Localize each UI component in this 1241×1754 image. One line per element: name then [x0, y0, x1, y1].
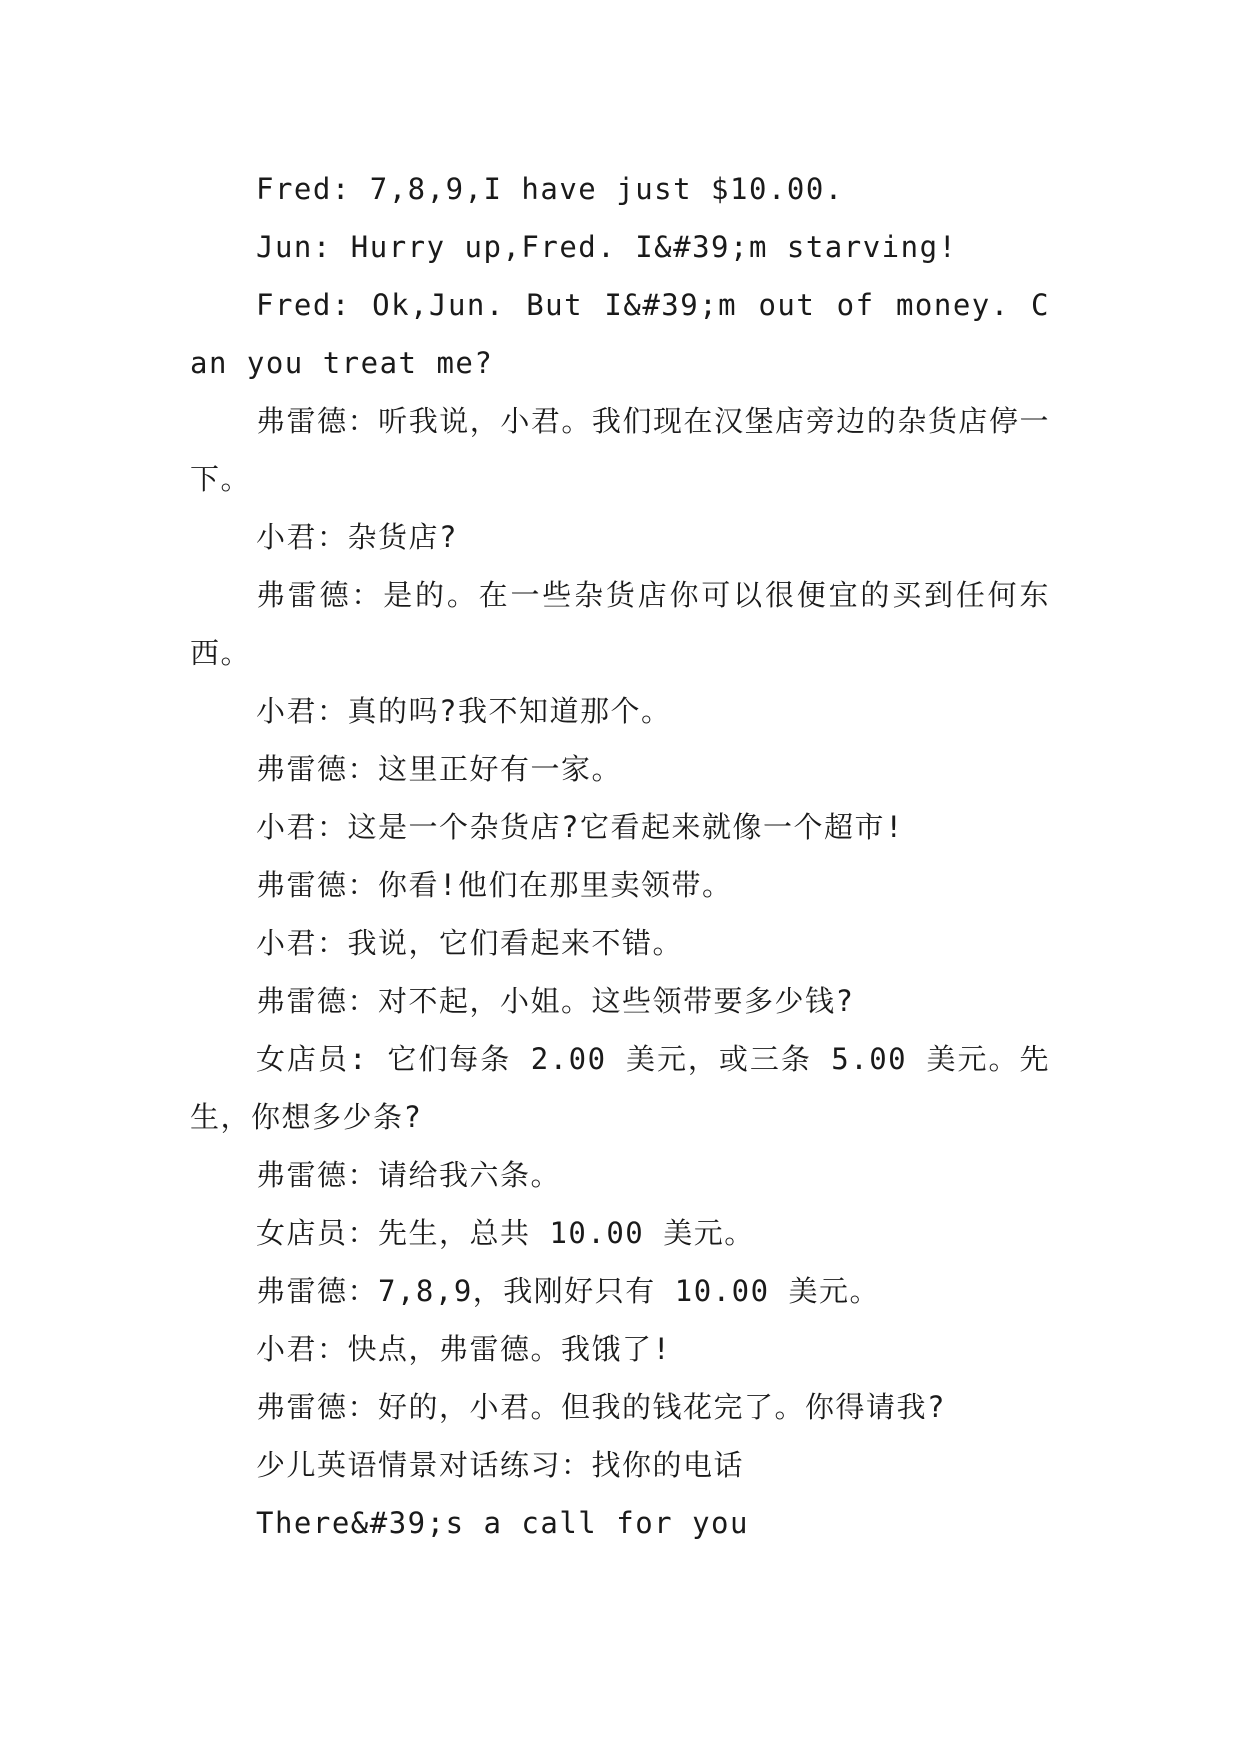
paragraph: 小君：我说，它们看起来不错。 — [256, 926, 684, 960]
paragraph: 弗雷德：是的。在一些杂货店你可以很便宜的买到任何东西。 — [190, 578, 1050, 670]
paragraph: 弗雷德：好的，小君。但我的钱花完了。你得请我? — [256, 1390, 946, 1424]
paragraph: There&#39;s a call for you — [256, 1506, 749, 1540]
paragraph: Jun: Hurry up,Fred. I&#39;m starving! — [256, 230, 958, 264]
paragraph: 小君：快点，弗雷德。我饿了! — [256, 1332, 672, 1366]
paragraph: Fred: 7,8,9,I have just $10.00. — [256, 172, 844, 206]
paragraph: 弗雷德：7,8,9，我刚好只有 10.00 美元。 — [256, 1274, 881, 1308]
paragraph: 小君：真的吗?我不知道那个。 — [256, 694, 672, 728]
paragraph: 弗雷德：你看!他们在那里卖领带。 — [256, 868, 733, 902]
paragraph: 小君：这是一个杂货店?它看起来就像一个超市! — [256, 810, 904, 844]
paragraph: 弗雷德：听我说，小君。我们现在汉堡店旁边的杂货店停一下。 — [190, 404, 1050, 496]
document-body — [190, 160, 1050, 1552]
paragraph: 女店员：先生，总共 10.00 美元。 — [256, 1216, 755, 1250]
paragraph: 弗雷德：对不起，小姐。这些领带要多少钱? — [256, 984, 855, 1018]
paragraph: 少儿英语情景对话练习：找你的电话 — [256, 1448, 745, 1482]
paragraph: 弗雷德：这里正好有一家。 — [256, 752, 623, 786]
paragraph: 小君：杂货店? — [256, 520, 458, 554]
paragraph: 女店员: 它们每条 2.00 美元，或三条 5.00 美元。先生，你想多少条? — [190, 1042, 1050, 1134]
paragraph: 弗雷德：请给我六条。 — [256, 1158, 562, 1192]
paragraph: Fred: Ok,Jun. But I&#39;m out of money. Can you treat me? — [190, 288, 1050, 380]
